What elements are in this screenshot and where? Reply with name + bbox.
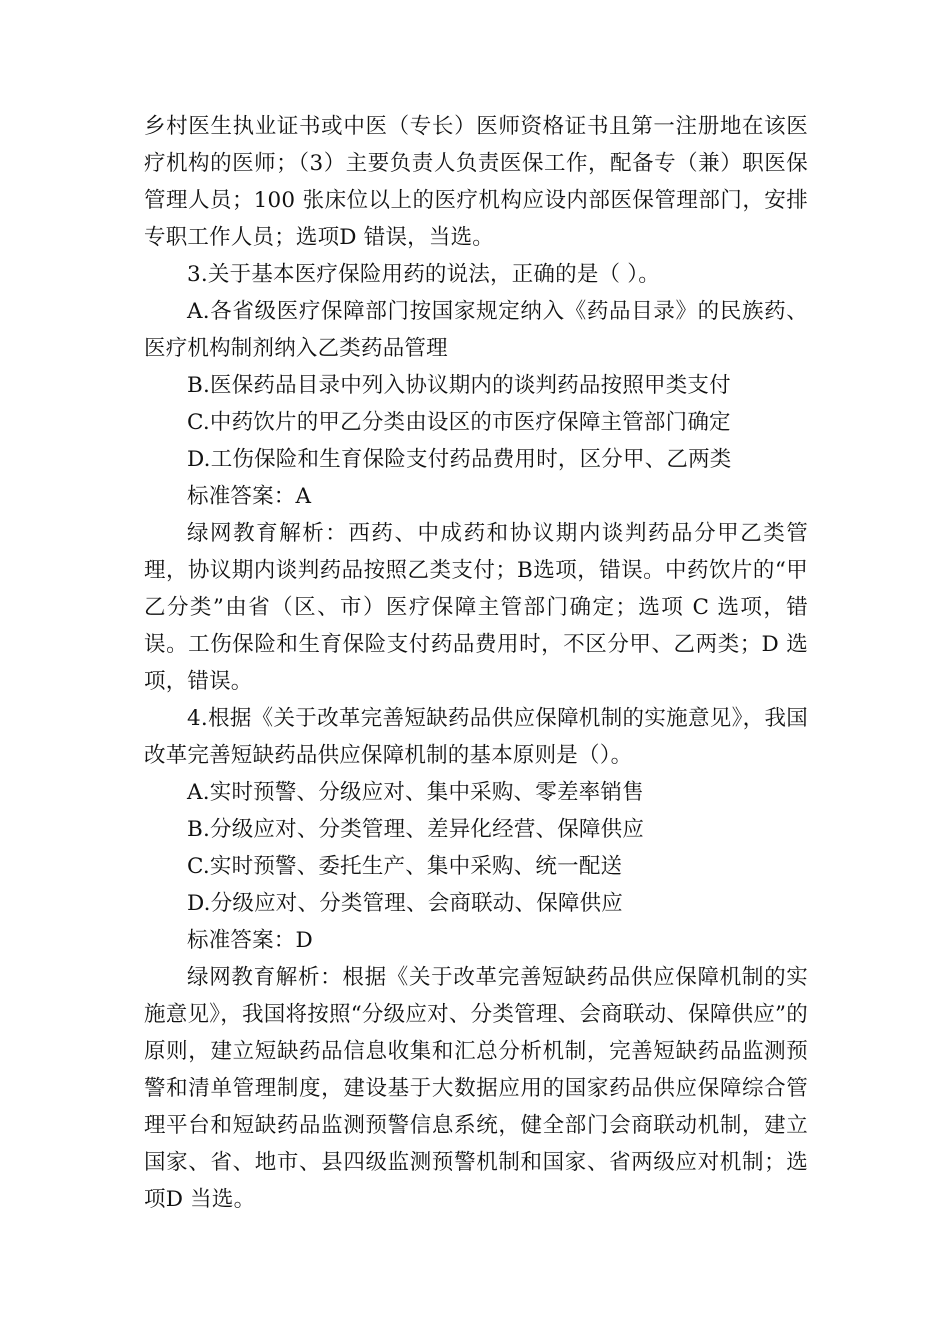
question-4-answer: 标准答案：D <box>187 928 313 953</box>
question-3-option-c: C.中药饮片的甲乙分类由设区的市医疗保障主管部门确定 <box>187 410 731 435</box>
question-3: 3.关于基本医疗保险用药的说法，正确的是（ ）。 <box>187 262 660 287</box>
question-4-option-b: B.分级应对、分类管理、差异化经营、保障供应 <box>187 817 645 842</box>
question-3-answer: 标准答案：A <box>187 484 312 509</box>
question-4-option-c: C.实时预警、委托生产、集中采购、统一配送 <box>187 854 623 879</box>
question-4-option-a: A.实时预警、分级应对、集中采购、零差率销售 <box>187 780 644 805</box>
question-3-explanation: 绿网教育解析：西药、中成药和协议期内谈判药品分甲乙类管理，协议期内谈判药品按照乙类支付；B选项，错误。中药饮片的“甲乙分类”由省（区、市）医疗保障主管部门确定；选项 C 选项，错误。工伤保险和生育保险支付药品费用时，不区分甲、乙两类；D 选项，错误。 <box>144 521 808 694</box>
question-4-option-d: D.分级应对、分类管理、会商联动、保障供应 <box>187 891 624 916</box>
question-3-option-a: A.各省级医疗保障部门按国家规定纳入《药品目录》的民族药、医疗机构制剂纳入乙类药品管理 <box>144 299 808 361</box>
question-3-option-b: B.医保药品目录中列入协议期内的谈判药品按照甲类支付 <box>187 373 731 398</box>
question-3-option-d: D.工伤保险和生育保险支付药品费用时，区分甲、乙两类 <box>187 447 732 472</box>
question-4-explanation: 绿网教育解析：根据《关于改革完善短缺药品供应保障机制的实施意见》，我国将按照“分级应对、分类管理、会商联动、保障供应”的原则，建立短缺药品信息收集和汇总分析机制，完善短缺药品监测预警和清单管理制度，建设基于大数据应用的国家药品供应保障综合管理平台和短缺药品监测预警信息系统，健全部门会商联动机制，建立国家、省、地市、县四级监测预警机制和国家、省两级应对机制；选项D 当选。 <box>144 965 808 1212</box>
paragraph-continuation: 乡村医生执业证书或中医（专长）医师资格证书且第一注册地在该医疗机构的医师；（3）主要负责人负责医保工作，配备专（兼）职医保管理人员；100 张床位以上的医疗机构应设内部医保管理部门，安排专职工作人员；选项D 错误，当选。 <box>144 114 808 250</box>
question-4: 4.根据《关于改革完善短缺药品供应保障机制的实施意见》，我国改革完善短缺药品供应保障机制的基本原则是（）。 <box>144 706 808 768</box>
